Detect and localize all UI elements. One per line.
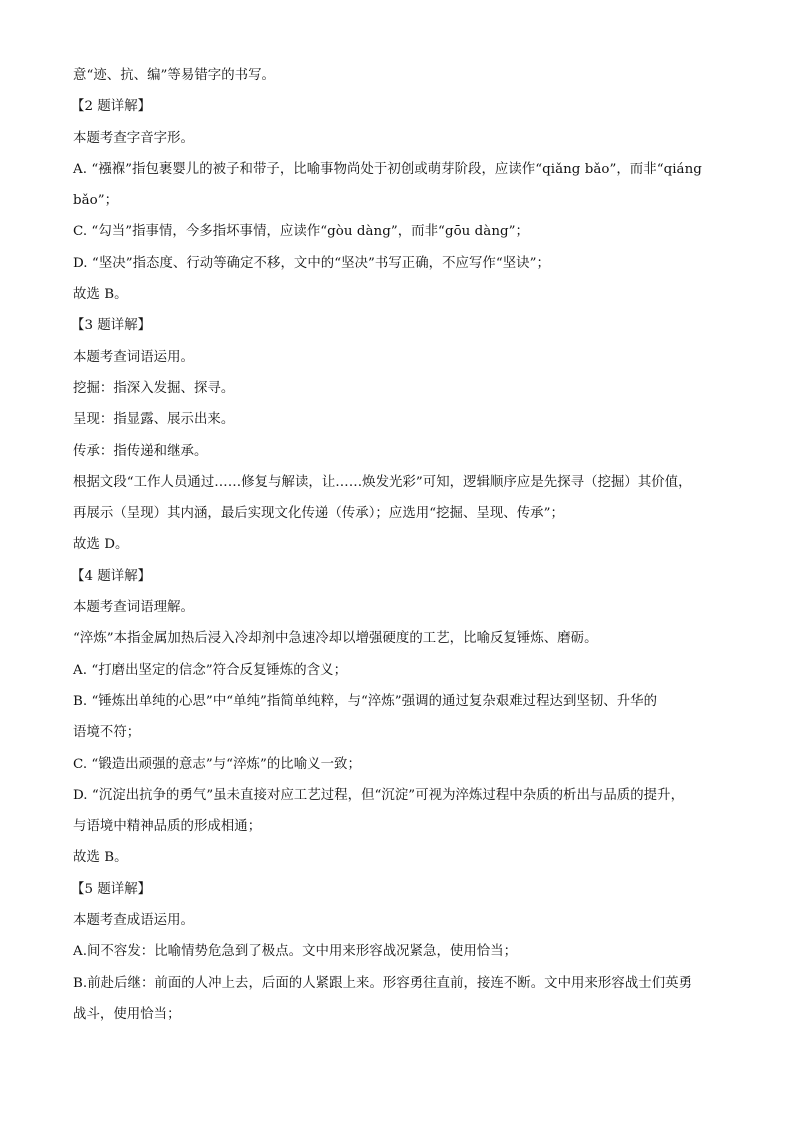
section-heading-q4: 【4 题详解】 <box>71 568 152 584</box>
text-line: 故选 B。 <box>73 287 128 303</box>
section-heading-q3: 【3 题详解】 <box>71 318 152 334</box>
text-line: 本题考查词语理解。 <box>73 600 194 616</box>
text-line: D. “坚决”指态度、行动等确定不移，文中的“坚决”书写正确，不应写作“坚诀”； <box>73 255 550 271</box>
text-line: 本题考查词语运用。 <box>73 349 194 365</box>
text-line: 根据文段“工作人员通过……修复与解读，让……焕发光彩”可知，逻辑顺序应是先探寻（挖掘）其价值， <box>73 474 692 490</box>
text-line: A. “打磨出坚定的信念”符合反复锤炼的含义； <box>73 662 348 678</box>
text-line: C. “勾当”指事情，今多指坏事情，应读作“gòu dàng”，而非“gōu dàng”； <box>73 224 529 240</box>
text-line: 战斗，使用恰当； <box>73 1006 181 1022</box>
text-line: 传承：指传递和继承。 <box>73 443 208 459</box>
text-line: 故选 D。 <box>73 537 129 553</box>
text-line: “淬炼”本指金属加热后浸入冷却剂中急速冷却以增强硬度的工艺，比喻反复锤炼、磨砺。 <box>73 631 598 647</box>
answer-explanation-text <box>73 60 741 1030</box>
text-line: B.前赴后继：前面的人冲上去，后面的人紧跟上来。形容勇往直前，接连不断。文中用来形容战士们英勇 <box>73 975 693 991</box>
text-line: 呈现：指显露、展示出来。 <box>73 412 235 428</box>
text-line: D. “沉淀出抗争的勇气”虽未直接对应工艺过程，但“沉淀”可视为淬炼过程中杂质的析出与品质的提升， <box>73 787 685 803</box>
text-line: A. “襁褓”指包裹婴儿的被子和带子，比喻事物尚处于初创或萌芽阶段，应读作“qiǎng bǎo”，而非“qiáng <box>73 161 702 177</box>
text-line: 本题考查成语运用。 <box>73 913 194 929</box>
text-line: 语境不符； <box>73 725 141 741</box>
text-line: bǎo”； <box>73 193 119 209</box>
text-line: 挖掘：指深入发掘、探寻。 <box>73 380 235 396</box>
text-line: B. “锤炼出单纯的心思”中“单纯”指简单纯粹，与“淬炼”强调的通过复杂艰难过程达到坚韧、升华的 <box>73 693 658 709</box>
text-line: 再展示（呈现）其内涵，最后实现文化传递（传承）；应选用“挖掘、呈现、传承”； <box>73 506 564 522</box>
text-line: 意“迹、抗、编”等易错字的书写。 <box>73 68 275 83</box>
text-line: C. “锻造出顽强的意志”与“淬炼”的比喻义一致； <box>73 756 361 772</box>
section-heading-q2: 【2 题详解】 <box>71 99 152 115</box>
text-line: 与语境中精神品质的形成相通； <box>73 819 262 835</box>
text-line: A.间不容发：比喻情势危急到了极点。文中用来形容战况紧急，使用恰当； <box>73 944 518 960</box>
section-heading-q5: 【5 题详解】 <box>71 881 152 897</box>
text-line: 故选 B。 <box>73 850 128 866</box>
text-line: 本题考查字音字形。 <box>73 130 194 146</box>
